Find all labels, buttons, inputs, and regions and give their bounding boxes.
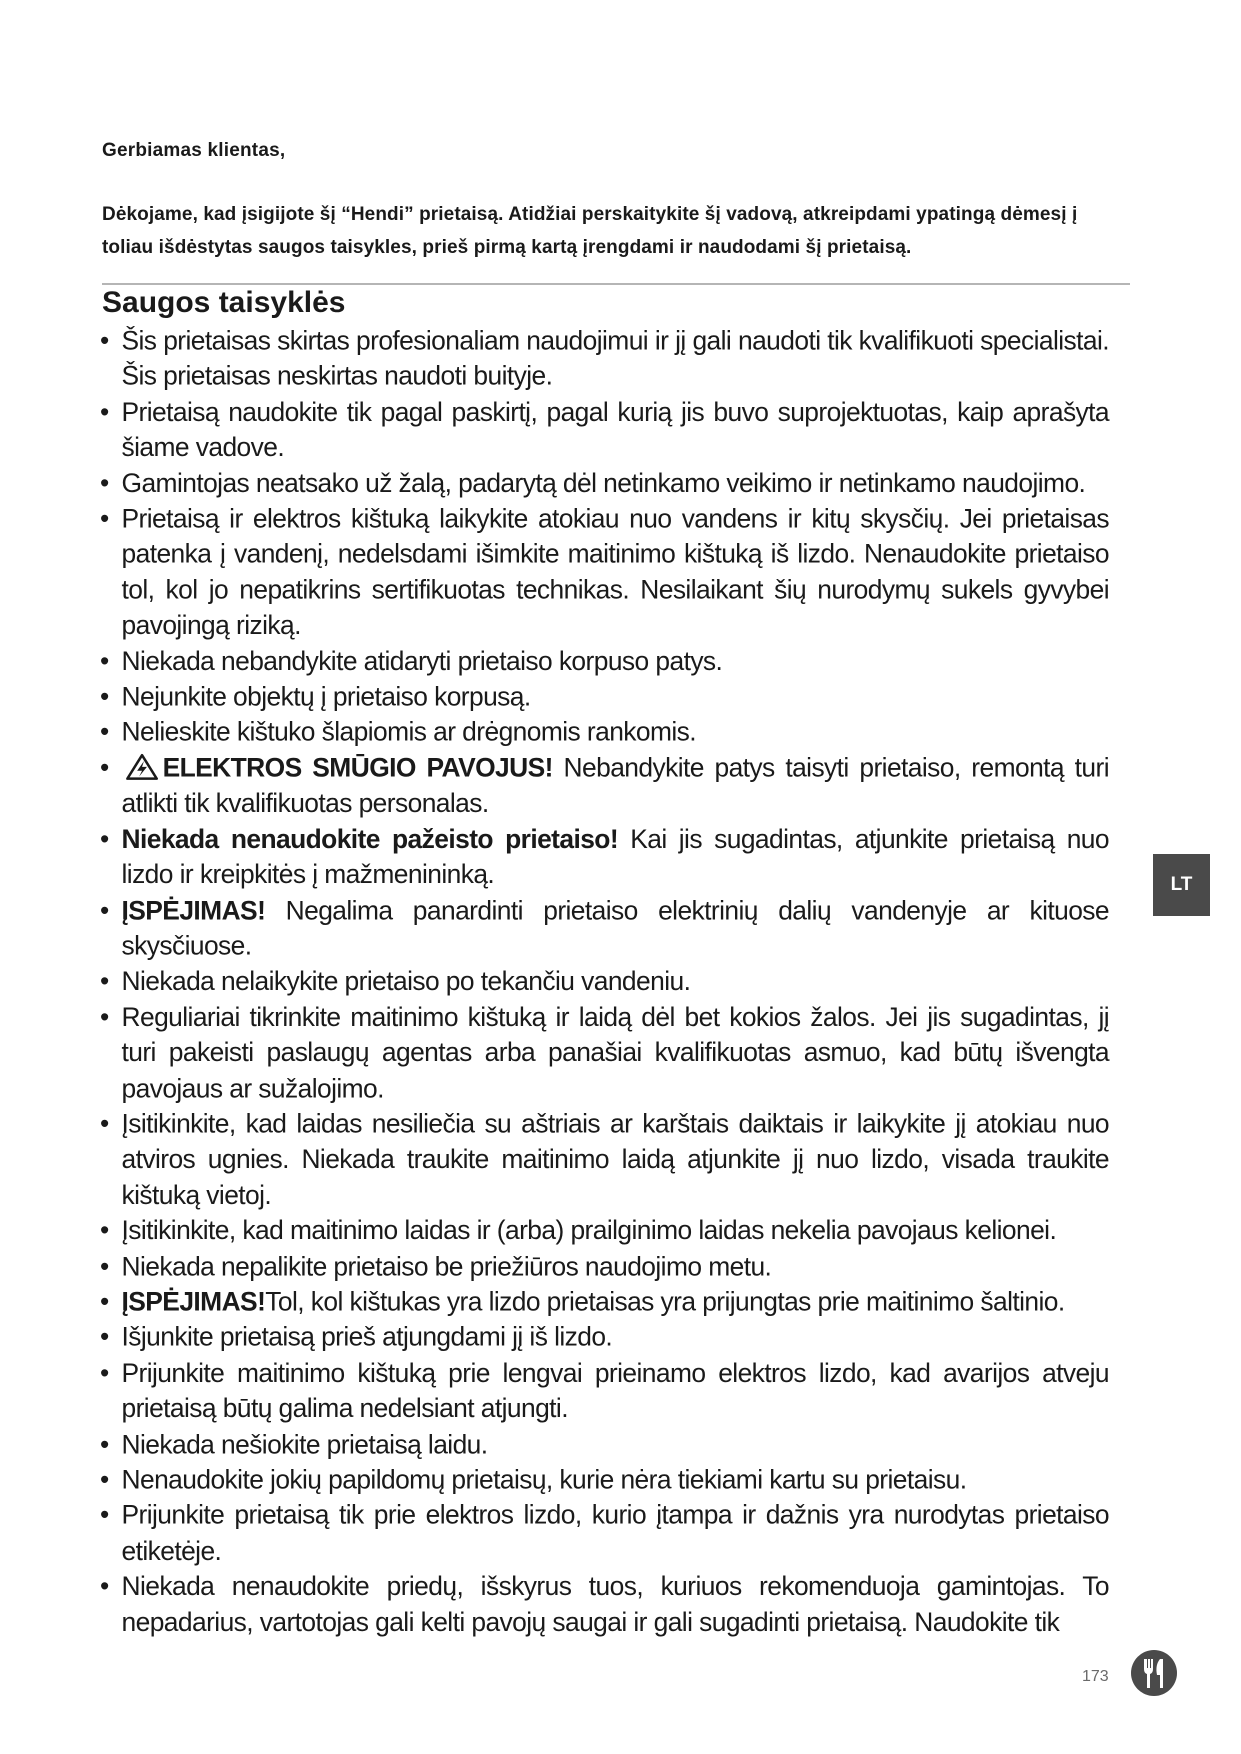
list-item: • Niekada nebandykite atidaryti prietaiso korpuso patys. <box>100 643 1109 679</box>
language-tab: LT <box>1153 854 1210 916</box>
page-number: 173 <box>1082 1668 1109 1685</box>
safety-rules-list <box>100 323 1109 1640</box>
shock-warning-item <box>100 750 1109 821</box>
immersion-warning-label: ĮSPĖJIMAS! <box>121 895 266 925</box>
list-item: • Reguliariai tikrinkite maitinimo kištuką ir laidą dėl bet kokios žalos. Jei jis sugadintas, jį turi pakeisti paslaugų agentas arba panašiai kvalifikuotas asmuo, kad būtų išvengta pavojaus ar sužalojimo. <box>100 999 1109 1106</box>
connected-warning-text: Tol, kol kištukas yra lizdo prietaisas yra prijungtas prie maitinimo šaltinio. <box>265 1287 1065 1317</box>
intro-paragraph: Dėkojame, kad įsigijote šį “Hendi” prietaisą. Atidžiai perskaitykite šį vadovą, atkreipdami ypatingą dėmesį į toliau išdėstytas saugos taisykles, prieš pirmą kartą įrengdami ir naudodami šį prietaisą. <box>102 204 1078 258</box>
immersion-warning-text: Negalima panardinti prietaiso elektrinių dalių vandenyje ar kituose skysčiuose. <box>121 895 1110 961</box>
fork-knife-logo-icon <box>1130 1649 1178 1697</box>
list-item: • Įsitikinkite, kad laidas nesiliečia su aštriais ar karštais daiktais ir laikykite jį atokiau nuo atviros ugnies. Niekada traukite maitinimo laidą atjunkite jį nuo lizdo, visada traukite kištuką vietoj. <box>100 1106 1109 1213</box>
shock-warning-text: Nebandykite patys taisyti prietaiso, remontą turi atlikti tik kvalifikuotas personalas. <box>121 753 1110 819</box>
list-item: • Prietaisą ir elektros kištuką laikykite atokiau nuo vandens ir kitų skysčių. Jei prietaisas patenka į vandenį, nedelsdami išimkite maitinimo kištuką iš lizdo. Nenaudokite prietaiso tol, kol jo nepatikrins sertifikuotas technikas. Nesilaikant šių nurodymų sukels gyvybei pavojingą riziką. <box>100 501 1109 643</box>
list-item: • Išjunkite prietaisą prieš atjungdami jį iš lizdo. <box>100 1320 1109 1356</box>
electric-shock-warning-icon <box>125 753 158 780</box>
list-item: • Niekada nenaudokite priedų, išskyrus tuos, kuriuos rekomenduoja gamintojas. To nepadarius, vartotojas gali kelti pavojų saugai ir gali sugadinti prietaisą. Naudokite tik <box>100 1569 1109 1640</box>
list-item: • Nelieskite kištuko šlapiomis ar drėgnomis rankomis. <box>100 715 1109 751</box>
list-item: • Niekada nepalikite prietaiso be priežiūros naudojimo metu. <box>100 1248 1109 1284</box>
list-item: • Šis prietaisas skirtas profesionaliam naudojimui ir jį gali naudoti tik kvalifikuoti specialistai. Šis prietaisas neskirtas naudoti buityje. <box>100 323 1109 394</box>
list-item: • Prijunkite prietaisą tik prie elektros lizdo, kurio įtampa ir dažnis yra nurodytas prietaiso etiketėje. <box>100 1498 1109 1569</box>
connected-warning-label: ĮSPĖJIMAS! <box>121 1287 266 1317</box>
list-item: • Niekada nešiokite prietaisą laidu. <box>100 1426 1109 1462</box>
damaged-warning-text: Kai jis sugadintas, atjunkite prietaisą nuo lizdo ir kreipkitės į mažmenininką. <box>121 824 1110 890</box>
list-item: • Nejunkite objektų į prietaiso korpusą. <box>100 679 1109 715</box>
damaged-warning-item <box>100 821 1109 892</box>
section-title: Saugos taisyklės <box>102 286 346 319</box>
connected-warning-item <box>100 1284 1109 1320</box>
list-item: • Gamintojas neatsako už žalą, padarytą dėl netinkamo veikimo ir netinkamo naudojimo. <box>100 465 1109 501</box>
list-item: • Nenaudokite jokių papildomų prietaisų, kurie nėra tiekiami kartu su prietaisu. <box>100 1462 1109 1498</box>
list-item: • Prijunkite maitinimo kištuką prie lengvai prieinamo elektros lizdo, kad avarijos atveju prietaisą būtų galima nedelsiant atjungti. <box>100 1355 1109 1426</box>
greeting: Gerbiamas klientas, <box>102 140 286 161</box>
damaged-warning-label: Niekada nenaudokite pažeisto prietaiso! <box>121 824 619 854</box>
shock-warning-label: ELEKTROS SMŪGIO PAVOJUS! <box>162 753 553 783</box>
immersion-warning-item <box>100 893 1109 964</box>
list-item: • Įsitikinkite, kad maitinimo laidas ir (arba) prailginimo laidas nekelia pavojaus kelionei. <box>100 1213 1109 1249</box>
list-item: • Prietaisą naudokite tik pagal paskirtį, pagal kurią jis buvo suprojektuotas, kaip aprašyta šiame vadove. <box>100 394 1109 465</box>
list-item: • Niekada nelaikykite prietaiso po tekančiu vandeniu. <box>100 964 1109 1000</box>
